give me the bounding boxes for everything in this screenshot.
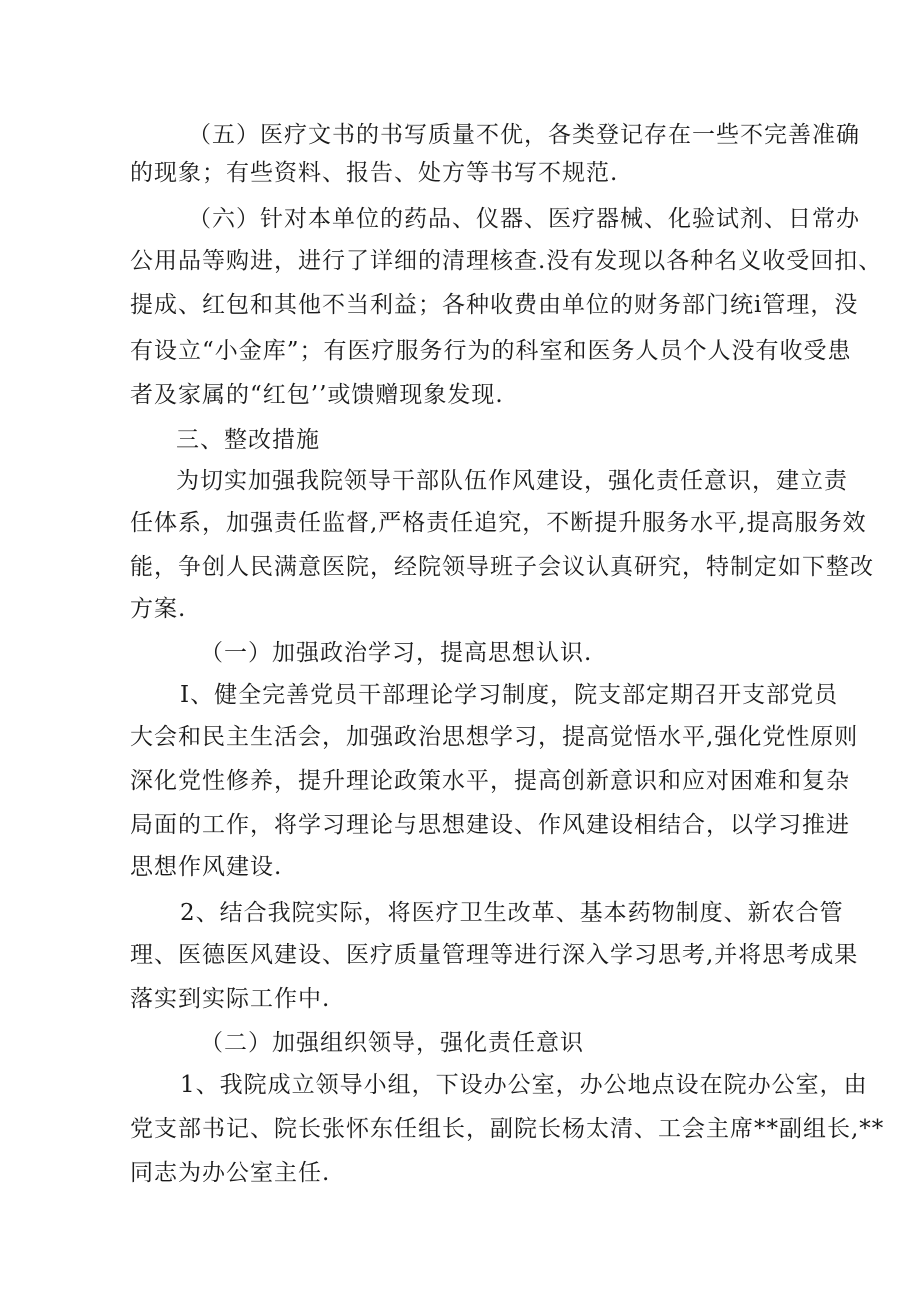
text-line: 理、医德医风建设、医疗质量管理等进行深入学习思考,并将思考成果 [130, 942, 859, 968]
text-line: 提成、红包和其他不当利益；各种收费由单位的财务部门统i管理，没 [130, 292, 859, 318]
text-line: 2、结合我院实际，将医疗卫生改革、基本药物制度、新农合管 [180, 900, 844, 926]
text-line: 党支部书记、院长张怀东任组长，副院长杨太清、工会主席**副组长,** [130, 1116, 885, 1142]
text-line: 局面的工作，将学习理论与思想建设、作风建设相结合，以学习推进 [130, 812, 850, 838]
subsection-heading: （一）加强政治学习，提高思想认识. [200, 640, 593, 666]
text-line: （六）针对本单位的药品、仪器、医疗器械、化验试剂、日常办 [188, 206, 860, 232]
text-line: 1、我院成立领导小组，下设办公室，办公地点设在院办公室，由 [180, 1072, 868, 1098]
text-line: 有设立“小金库”；有医疗服务行为的科室和医务人员个人没有收受患 [130, 338, 852, 364]
text-line: 同志为办公室主任. [130, 1160, 331, 1186]
text-line: 任体系，加强责任监督,严格责任追究，不断提升服务水平,提高服务效 [130, 510, 867, 536]
text-line: 落实到实际工作中. [130, 986, 331, 1012]
section-heading: 三、整改措施 [176, 427, 320, 453]
text-line: 公用品等购进，进行了详细的清理核查.没有发现以各种名义收受回扣、 [130, 248, 883, 274]
text-line: （五）医疗文书的书写质量不优，各类登记存在一些不完善准确 [188, 122, 860, 148]
text-line: 的现象；有些资料、报告、处方等书写不规范. [130, 160, 619, 186]
text-line: I、健全完善党员干部理论学习制度，院支部定期召开支部党员 [180, 682, 839, 708]
text-line: 能，争创人民满意医院，经院领导班子会议认真研究，特制定如下整改 [130, 554, 874, 580]
text-line: 方案. [130, 596, 187, 622]
text-line: 思想作风建设. [130, 854, 283, 880]
text-line: 深化党性修养，提升理论政策水平，提高创新意识和应对困难和复杂 [130, 768, 850, 794]
text-line: 为切实加强我院领导干部队伍作风建设，强化责任意识，建立责 [176, 468, 848, 494]
subsection-heading: （二）加强组织领导，强化责任意识 [200, 1030, 584, 1056]
text-line: 大会和民主生活会，加强政治思想学习，提高觉悟水平,强化党性原则 [130, 724, 859, 750]
text-line: 者及家属的“红包’’或馈赠现象发现. [130, 382, 504, 408]
